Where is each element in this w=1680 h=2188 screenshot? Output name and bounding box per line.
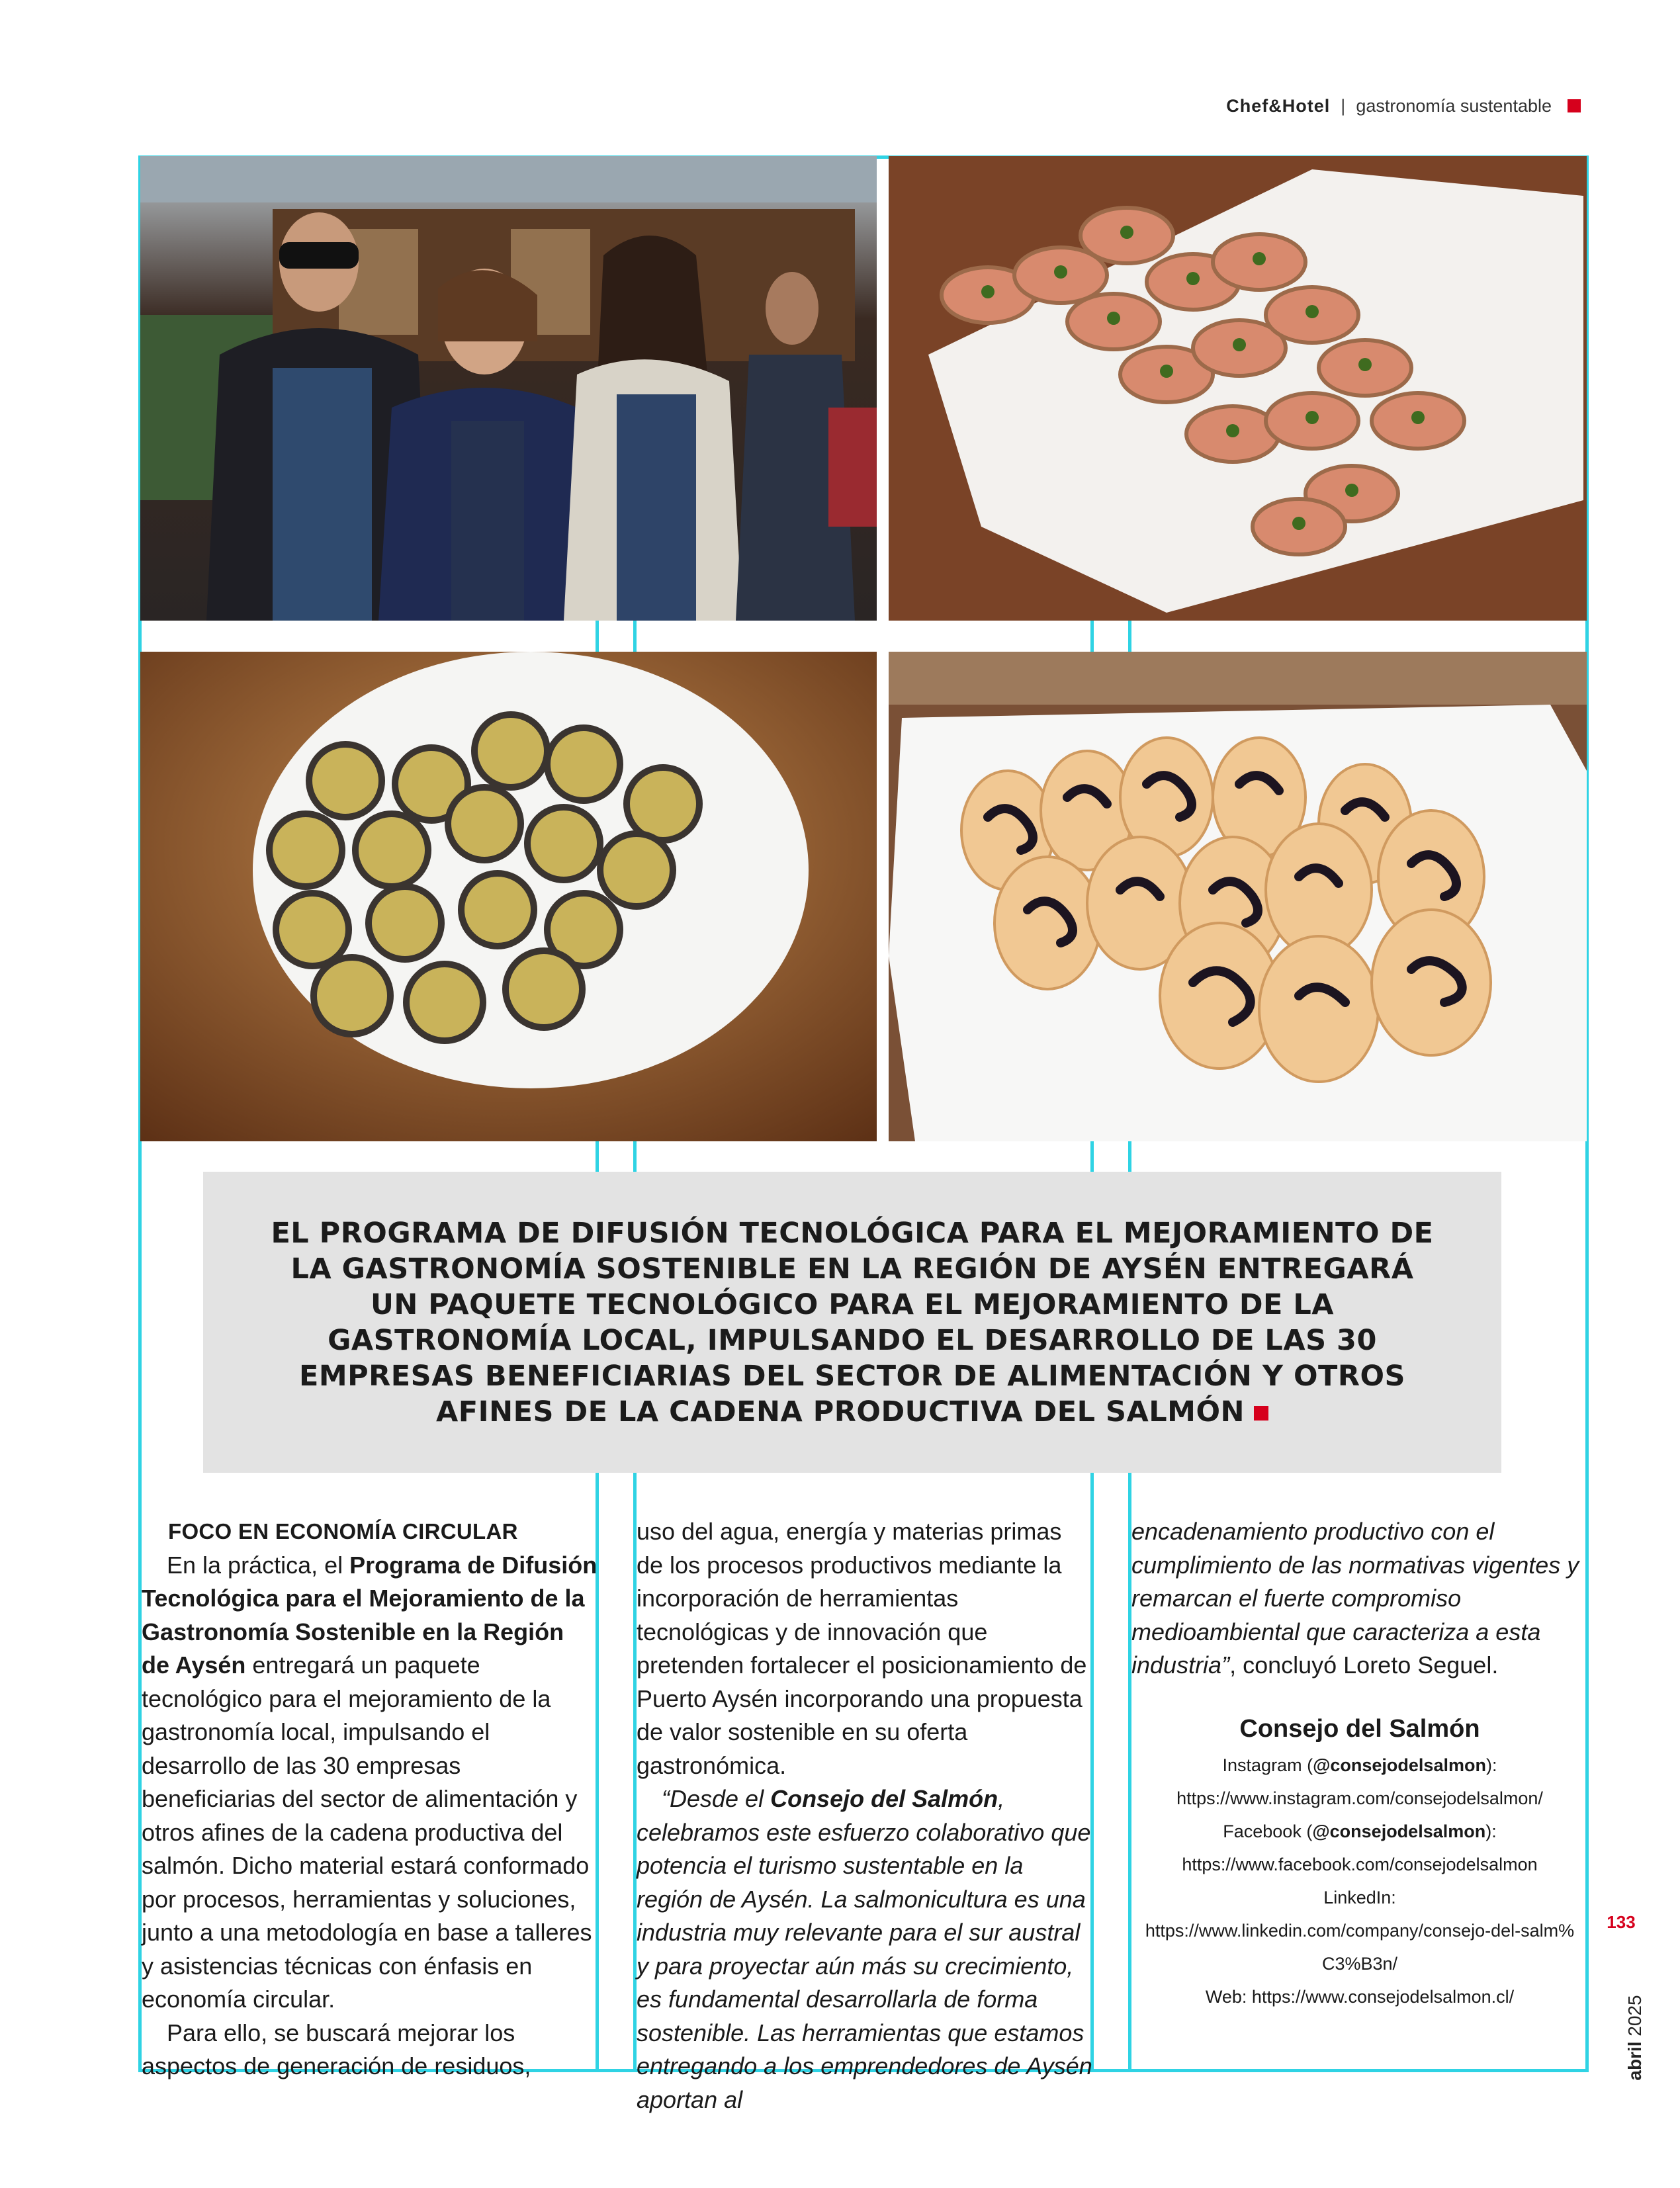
instagram-link[interactable]: https://www.instagram.com/consejodelsalmon/ (1176, 1788, 1543, 1808)
paragraph-text: En la práctica, el (167, 1551, 350, 1579)
article-column-1 (142, 1515, 598, 2078)
contact-title: Consejo del Salmón (1239, 1714, 1480, 1743)
program-name: Programa de Difusión Tecnológica para el Mejoramiento de la Gastronomía Sostenible en la Región de Aysén (142, 1551, 597, 1679)
linkedin-link-continued[interactable]: C3%B3n/ (1321, 1953, 1398, 1974)
contact-box (1131, 1709, 1588, 2013)
photo-pie-cups (140, 652, 877, 1141)
photo-people-aprons (140, 156, 877, 621)
issue-month: abril (1624, 2041, 1645, 2081)
red-square-icon (1568, 99, 1581, 112)
paragraph: Para ello, se buscará mejorar los aspectos de generación de residuos, (142, 2019, 531, 2079)
facebook-handle: @consejodelsalmon (1312, 1821, 1486, 1841)
quote-text: , celebramos este esfuerzo colaborativo que potencia el turismo sustentable en la región de Aysén. La salmonicultura es una industria muy relevante para el sur austral y para proyectar aún más su crecimiento, es fundamental desarrollarla de forma sostenible. Las herramientas que estamos entregando a los emprendedores de Aysén aportan al (637, 1785, 1092, 2113)
issue-year: 2025 (1624, 1995, 1645, 2036)
label-text: Instagram ( (1222, 1755, 1313, 1775)
baked-cups-plate-icon (140, 652, 877, 1141)
quote-text: “Desde el (662, 1785, 771, 1812)
pull-quote-text: EL PROGRAMA DE DIFUSIÓN TECNOLÓGICA PARA EL MEJORAMIENTO DE LA GASTRONOMÍA SOSTENIBLE EN LA REGIÓN DE AYSÉN ENTREGARÁ UN PAQUETE TECNOLÓGICO PARA EL MEJORAMIENTO DE LA GASTRONOMÍA LOCAL, IMPULSANDO EL DESARROLLO DE LAS 30 EMPRESAS BENEFICIARIAS DEL SECTOR DE ALIMENTACIÓN Y OTROS AFINES DE LA CADENA PRODUCTIVA DEL SALMÓN (271, 1216, 1434, 1428)
page-number: 133 (1607, 1912, 1636, 1932)
subheading: FOCO EN ECONOMÍA CIRCULAR (168, 1519, 518, 1544)
paragraph (142, 1549, 598, 2017)
organization-name: Consejo del Salmón (770, 1785, 998, 1812)
website-link[interactable]: Web: https://www.consejodelsalmon.cl/ (1205, 1986, 1515, 2007)
pull-quote (263, 1215, 1441, 1430)
issue-date (1624, 1972, 1651, 2104)
label-text: Facebook ( (1223, 1821, 1313, 1841)
chocolate-drizzled-pastries-icon (889, 652, 1587, 1141)
quote-text: encadenamiento productivo con el cumplimiento de las normativas vigentes y remarcan el fuerte compromiso medioambiental que caracteriza a esta industria” (1131, 1518, 1579, 1679)
red-square-icon (1254, 1406, 1268, 1421)
linkedin-link[interactable]: https://www.linkedin.com/company/consejo-del-salm% (1145, 1920, 1575, 1941)
facebook-link[interactable]: https://www.facebook.com/consejodelsalmon (1182, 1854, 1538, 1874)
paragraph-text: entregará un paquete tecnológico para el mejoramiento de la gastronomía local, impulsando el desarrollo de las 30 empresas beneficiarias del sector de alimentación y otros afines de la cadena productiva del salmón. Dicho material estará conformado por procesos, herramientas y soluciones, junto a una metodología en base a talleres y asistencias técnicas con énfasis en economía circular. (142, 1651, 592, 2013)
article-column-2 (637, 1515, 1093, 2113)
pull-quote-box (203, 1172, 1501, 1473)
section-name: gastronomía sustentable (1356, 95, 1552, 116)
linkedin-label: LinkedIn: (1323, 1887, 1396, 1907)
running-header (1226, 93, 1581, 119)
label-text: ): (1485, 1755, 1497, 1775)
instagram-handle: @consejodelsalmon (1313, 1755, 1486, 1775)
attribution: , concluyó Loreto Seguel. (1229, 1651, 1499, 1679)
header-separator: | (1341, 95, 1346, 116)
salmon-toasts-platter-icon (889, 156, 1587, 621)
magazine-brand: Chef&Hotel (1226, 95, 1331, 116)
article-column-3 (1131, 1515, 1588, 2078)
group-of-three-people-in-aprons-icon (140, 156, 877, 621)
instagram-label (1131, 1749, 1588, 1782)
label-text: ): (1485, 1821, 1497, 1841)
quote-paragraph (1131, 1515, 1588, 1683)
facebook-label (1131, 1815, 1588, 1848)
quote-paragraph (637, 1782, 1093, 2117)
photo-pastries (889, 652, 1587, 1141)
paragraph: uso del agua, energía y materias primas de los procesos productivos mediante la incorporación de herramientas tecnológicas y de innovación que pretenden fortalecer el posicionamiento de Puerto Aysén incorporando una propuesta de valor sostenible en su oferta gastronómica. (637, 1518, 1087, 1779)
photo-salmon-toasts (889, 156, 1587, 621)
